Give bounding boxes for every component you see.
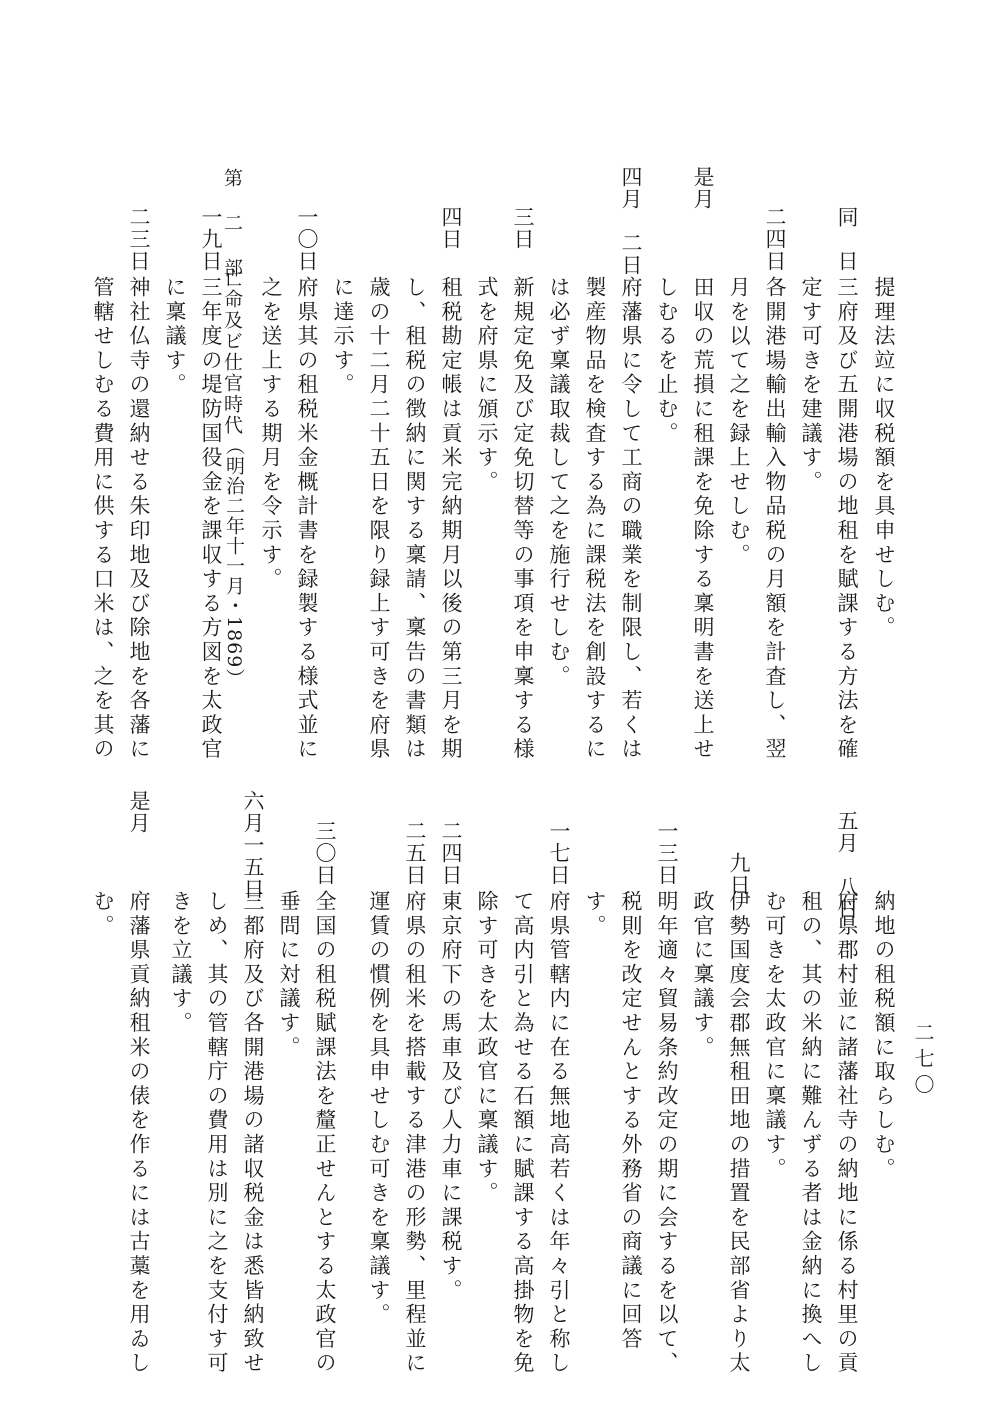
header-era-title: 亡命及ビ仕官時代: [221, 268, 243, 436]
entry-date: 二四日: [763, 206, 787, 272]
text-line: 月を以て之を録上せしむ。: [727, 276, 751, 568]
entry-date: 五月 八日: [835, 810, 859, 920]
text-line: きを立議す。: [169, 890, 193, 1036]
entry-date: 一〇日: [295, 206, 319, 272]
text-line: 府藩県貢納租米の俵を作るには古藁を用ゐし: [127, 890, 151, 1376]
entry-date: 一三日: [655, 820, 679, 886]
header-part: 第 二 部: [221, 168, 243, 279]
text-line: 政官に稟議す。: [691, 890, 715, 1061]
text-line: 東京府下の馬車及び人力車に課税す。: [439, 890, 463, 1304]
header-era-note: （明治二年十一月・1869）: [223, 436, 245, 689]
entry-date: 同 日: [835, 206, 859, 272]
text-line: 伊勢国度会郡無租田地の措置を民部省より太: [727, 890, 751, 1376]
text-line: 定す可きを建議す。: [799, 276, 823, 495]
text-line: しめ、其の管轄庁の費用は別に之を支付す可: [205, 890, 229, 1376]
text-line: む。: [91, 890, 115, 939]
text-line: 提理法竝に収税額を具申せしむ。: [872, 276, 896, 641]
text-line: 新規定免及び定免切替等の事項を申稟する様: [511, 276, 535, 762]
text-line: 神社仏寺の還納せる朱印地及び除地を各藩に: [127, 276, 151, 762]
text-line: 三年度の堤防国役金を課収する方図を太政官: [199, 276, 223, 762]
entry-date: 是月: [691, 166, 715, 210]
text-line: 式を府県に頒示す。: [475, 276, 499, 495]
text-line: 府県の租米を搭載する津港の形勢、里程並に: [403, 890, 427, 1376]
text-line: 全国の租税賦課法を釐正せんとする太政官の: [313, 890, 337, 1376]
text-line: 除す可きを太政官に稟議す。: [475, 890, 499, 1206]
text-line: 歳の十二月二十五日を限り録上す可きを府県: [367, 276, 391, 762]
text-line: 製産物品を検査する為に課税法を創設するに: [583, 276, 607, 762]
text-line: 府県郡村並に諸藩社寺の納地に係る村里の貢: [835, 890, 859, 1376]
page-number: 二七〇: [911, 1022, 935, 1100]
text-line: 府県其の租税米金概計書を録製する様式並に: [295, 276, 319, 762]
entry-date: 三日: [511, 206, 535, 250]
text-line: 租の、其の米納に難んずる者は金納に換へし: [799, 890, 823, 1376]
text-line: に達示す。: [331, 276, 355, 398]
entry-date: 四月 二日: [619, 166, 643, 276]
text-line: て高内引と為せる石額に賦課する高掛物を免: [511, 890, 535, 1376]
entry-date: 二四日: [439, 820, 463, 886]
entry-date: 是月: [127, 790, 151, 834]
text-line: す。: [583, 890, 607, 939]
text-line: 三都府及び各開港場の諸収税金は悉皆納致せ: [241, 890, 265, 1376]
text-line: 府県管轄内に在る無地高若くは年々引と称し: [547, 890, 571, 1376]
entry-date: 一七日: [547, 820, 571, 886]
text-line: 垂問に対議す。: [277, 890, 301, 1061]
text-line: 納地の租税額に取らしむ。: [872, 890, 896, 1182]
text-line: し、租税の徴納に関する稟請、稟告の書類は: [403, 276, 427, 762]
entry-date: 二三日: [127, 206, 151, 272]
text-line: 明年適々貿易条約改定の期に会するを以て、: [655, 890, 679, 1376]
entry-date: 三〇日: [313, 820, 337, 886]
text-line: 租税勘定帳は貢米完納期月以後の第三月を期: [439, 276, 463, 762]
text-line: 之を送上する期月を令示す。: [259, 276, 283, 592]
text-line: しむるを止む。: [655, 276, 679, 447]
text-line: む可きを太政官に稟議す。: [763, 890, 787, 1182]
text-line: 管轄せしむる費用に供する口米は、之を其の: [91, 276, 115, 762]
entry-date: 二五日: [403, 820, 427, 886]
text-line: 三府及び五開港場の地租を賦課する方法を確: [835, 276, 859, 762]
entry-date: 九日: [727, 852, 751, 896]
text-line: 運賃の慣例を具申せしむ可きを稟議す。: [367, 890, 391, 1328]
entry-date: 四日: [439, 206, 463, 250]
text-line: 田収の荒損に租課を免除する稟明書を送上せ: [691, 276, 715, 762]
entry-date: 六月一五日: [241, 790, 265, 900]
text-line: に稟議す。: [163, 276, 187, 398]
entry-date: 一九日: [199, 206, 223, 272]
text-line: は必ず稟議取裁して之を施行せしむ。: [547, 276, 571, 690]
text-line: 府藩県に令して工商の職業を制限し、若くは: [619, 276, 643, 762]
text-line: 各開港場輸出輸入物品税の月額を計査し、翌: [763, 276, 787, 762]
text-line: 税則を改定せんとする外務省の商議に回答: [619, 890, 643, 1352]
